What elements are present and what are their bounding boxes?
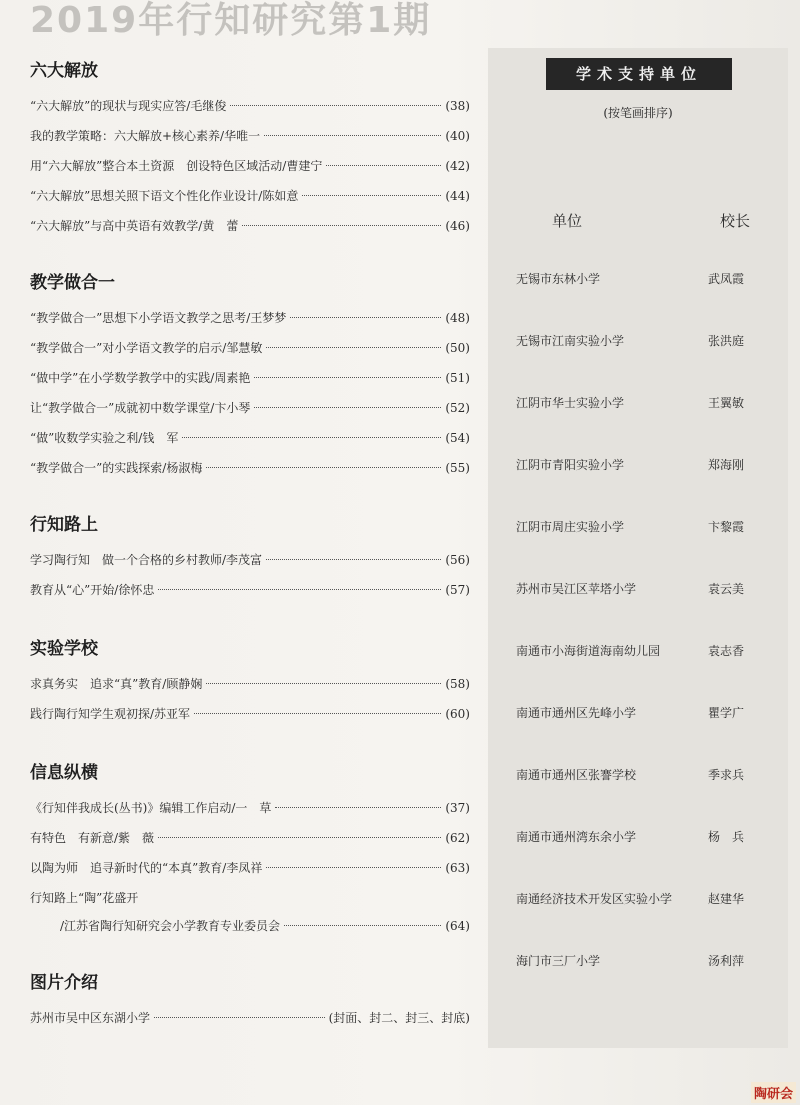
leader-dots — [326, 165, 441, 166]
unit-name: 海门市三厂小学 — [516, 954, 601, 968]
leader-dots — [158, 589, 441, 590]
unit-row — [488, 332, 788, 352]
toc-item-page: (44) — [445, 189, 470, 203]
toc-item-title: 让“教学做合一”成就初中数学课堂/卞小琴 — [30, 401, 251, 415]
principal-name: 王翼敏 — [708, 396, 745, 410]
toc-item[interactable] — [30, 575, 470, 605]
unit-name: 南通市通州湾东余小学 — [516, 830, 637, 844]
toc-item-page: (58) — [445, 677, 470, 691]
toc-item[interactable] — [30, 423, 470, 453]
section-heading: 教学做合一 — [30, 273, 115, 293]
toc-item-title: 践行陶行知学生观初探/苏亚军 — [30, 707, 191, 721]
unit-row — [488, 518, 788, 538]
toc-item-title: 求真务实 追求“真”教育/顾静娴 — [30, 677, 203, 691]
leader-dots — [158, 837, 441, 838]
toc-item-page: (63) — [445, 861, 470, 875]
unit-name: 苏州市吴江区苹塔小学 — [516, 582, 637, 596]
toc-item-title: “做”收数学实验之利/钱 军 — [30, 431, 179, 445]
toc-item-page: (55) — [445, 461, 470, 475]
toc-item-page: (46) — [445, 219, 470, 233]
toc-item-title: 以陶为师 追寻新时代的“本真”教育/李凤祥 — [30, 861, 263, 875]
toc-item-title: 用“六大解放”整合本土资源 创设特色区域活动/曹建宁 — [30, 159, 323, 173]
section-tu-pian-jie-shao — [30, 971, 470, 1033]
toc-item[interactable] — [30, 853, 470, 883]
leader-dots — [230, 105, 441, 106]
toc-item-title: 教育从“心”开始/徐怀忠 — [30, 583, 155, 597]
principal-name: 武凤霞 — [708, 272, 745, 286]
section-heading: 行知路上 — [30, 515, 98, 535]
toc-item[interactable] — [30, 303, 470, 333]
unit-name: 南通市小海街道海南幼儿园 — [516, 644, 661, 658]
principal-name: 季求兵 — [708, 768, 745, 782]
principal-name: 袁志香 — [708, 644, 745, 658]
leader-dots — [254, 407, 441, 408]
toc-item-page: (64) — [445, 919, 470, 933]
section-xing-zhi-lu-shang — [30, 513, 470, 605]
unit-name: 无锡市江南实验小学 — [516, 334, 625, 348]
unit-row — [488, 704, 788, 724]
toc-item[interactable] — [30, 91, 470, 121]
toc-item[interactable] — [30, 211, 470, 241]
toc-item[interactable] — [30, 1003, 470, 1033]
principal-name: 赵建华 — [708, 892, 745, 906]
toc-item-title: “教学做合一”的实践探索/杨淑梅 — [30, 461, 203, 475]
toc-item[interactable] — [30, 333, 470, 363]
toc-item[interactable] — [30, 453, 470, 483]
leader-dots — [275, 807, 441, 808]
toc-item-title: “教学做合一”对小学语文教学的启示/邹慧敏 — [30, 341, 263, 355]
leader-dots — [264, 135, 441, 136]
toc-item-title: “六大解放”与高中英语有效教学/黄 蕾 — [30, 219, 239, 233]
source-watermark: 陶研会 — [751, 1082, 796, 1103]
toc-item-author: /江苏省陶行知研究会小学教育专业委员会 — [60, 919, 281, 933]
toc-item[interactable] — [30, 121, 470, 151]
toc-item[interactable] — [30, 181, 470, 211]
column-header-unit: 单位 — [552, 212, 583, 230]
toc-item-title: 苏州市吴中区东湖小学 — [30, 1011, 151, 1025]
principal-name: 汤利萍 — [708, 954, 745, 968]
unit-row — [488, 890, 788, 910]
principal-name: 杨 兵 — [708, 830, 745, 844]
support-units-panel — [488, 48, 788, 1048]
toc-item-page: (56) — [445, 553, 470, 567]
toc-item-title: 有特色 有新意/紫 薇 — [30, 831, 155, 845]
unit-name: 无锡市东林小学 — [516, 272, 601, 286]
unit-name: 江阴市华士实验小学 — [516, 396, 625, 410]
toc-item-title: 《行知伴我成长(丛书)》编辑工作启动/一 草 — [30, 801, 272, 815]
toc-item-page: (38) — [445, 99, 470, 113]
section-xin-xi-zong-heng — [30, 761, 470, 939]
leader-dots — [154, 1017, 325, 1018]
toc-item-title: 我的教学策略：六大解放+核心素养/华唯一 — [30, 129, 261, 143]
section-shi-yan-xue-xiao — [30, 637, 470, 729]
sort-note: (按笔画排序) — [603, 106, 673, 120]
leader-dots — [290, 317, 441, 318]
principal-name: 张洪庭 — [708, 334, 745, 348]
unit-row — [488, 766, 788, 786]
unit-row — [488, 394, 788, 414]
unit-row — [488, 270, 788, 290]
principal-name: 瞿学广 — [708, 706, 745, 720]
toc-item-page: (54) — [445, 431, 470, 445]
unit-row — [488, 952, 788, 972]
section-heading: 图片介绍 — [30, 973, 98, 993]
leader-dots — [266, 347, 441, 348]
unit-row — [488, 642, 788, 662]
toc-item-page: (51) — [445, 371, 470, 385]
unit-row — [488, 456, 788, 476]
unit-name: 江阴市青阳实验小学 — [516, 458, 625, 472]
toc-item-page: (57) — [445, 583, 470, 597]
toc-item-page: (封面、封二、封三、封底) — [328, 1011, 470, 1025]
principal-name: 郑海刚 — [708, 458, 745, 472]
toc-item-page: (40) — [445, 129, 470, 143]
support-units-badge: 学术支持单位 — [546, 58, 732, 90]
leader-dots — [182, 437, 441, 438]
section-heading: 信息纵横 — [30, 763, 98, 783]
toc-item-page: (50) — [445, 341, 470, 355]
toc-item-page: (37) — [445, 801, 470, 815]
toc-item-title: “做中学”在小学数学教学中的实践/周素艳 — [30, 371, 251, 385]
toc-item-title: “六大解放”思想关照下语文个性化作业设计/陈如意 — [30, 189, 299, 203]
leader-dots — [302, 195, 441, 196]
toc-item[interactable] — [30, 823, 470, 853]
leader-dots — [254, 377, 441, 378]
section-jiao-xue-zuo-he-yi — [30, 271, 470, 483]
toc-item[interactable] — [30, 363, 470, 393]
issue-title: 2019年行知研究第1期 — [30, 0, 432, 41]
leader-dots — [242, 225, 441, 226]
section-heading: 六大解放 — [30, 61, 98, 81]
toc-item-page: (60) — [445, 707, 470, 721]
toc-item-title: “六大解放”的现状与现实应答/毛继俊 — [30, 99, 227, 113]
toc-item[interactable] — [30, 669, 470, 699]
column-header-principal: 校长 — [720, 212, 751, 230]
toc-item[interactable] — [30, 151, 470, 181]
unit-name: 南通市通州区张謇学校 — [516, 768, 637, 782]
toc-item-page: (62) — [445, 831, 470, 845]
section-heading: 实验学校 — [30, 639, 98, 659]
leader-dots — [206, 683, 441, 684]
unit-name: 江阴市周庄实验小学 — [516, 520, 625, 534]
toc-item[interactable] — [30, 699, 470, 729]
toc-item[interactable] — [30, 393, 470, 423]
toc-item[interactable] — [30, 883, 470, 913]
principal-name: 袁云美 — [708, 582, 745, 596]
section-liu-da-jie-fang — [30, 59, 470, 241]
unit-row — [488, 580, 788, 600]
unit-name: 南通市通州区先峰小学 — [516, 706, 637, 720]
toc-item-title: 行知路上“陶”花盛开 — [30, 891, 139, 905]
leader-dots — [206, 467, 441, 468]
principal-name: 卞黎霞 — [708, 520, 745, 534]
toc-item-page: (48) — [445, 311, 470, 325]
toc-item-continuation[interactable] — [30, 913, 470, 939]
leader-dots — [194, 713, 441, 714]
leader-dots — [266, 867, 441, 868]
toc-item[interactable] — [30, 793, 470, 823]
unit-name: 南通经济技术开发区实验小学 — [516, 892, 673, 906]
toc-item-title: “教学做合一”思想下小学语文教学之思考/王梦梦 — [30, 311, 287, 325]
unit-row — [488, 828, 788, 848]
leader-dots — [284, 925, 441, 926]
toc-item-title: 学习陶行知 做一个合格的乡村教师/李茂富 — [30, 553, 263, 567]
toc-item[interactable] — [30, 545, 470, 575]
leader-dots — [266, 559, 441, 560]
toc-item-page: (42) — [445, 159, 470, 173]
toc-item-page: (52) — [445, 401, 470, 415]
